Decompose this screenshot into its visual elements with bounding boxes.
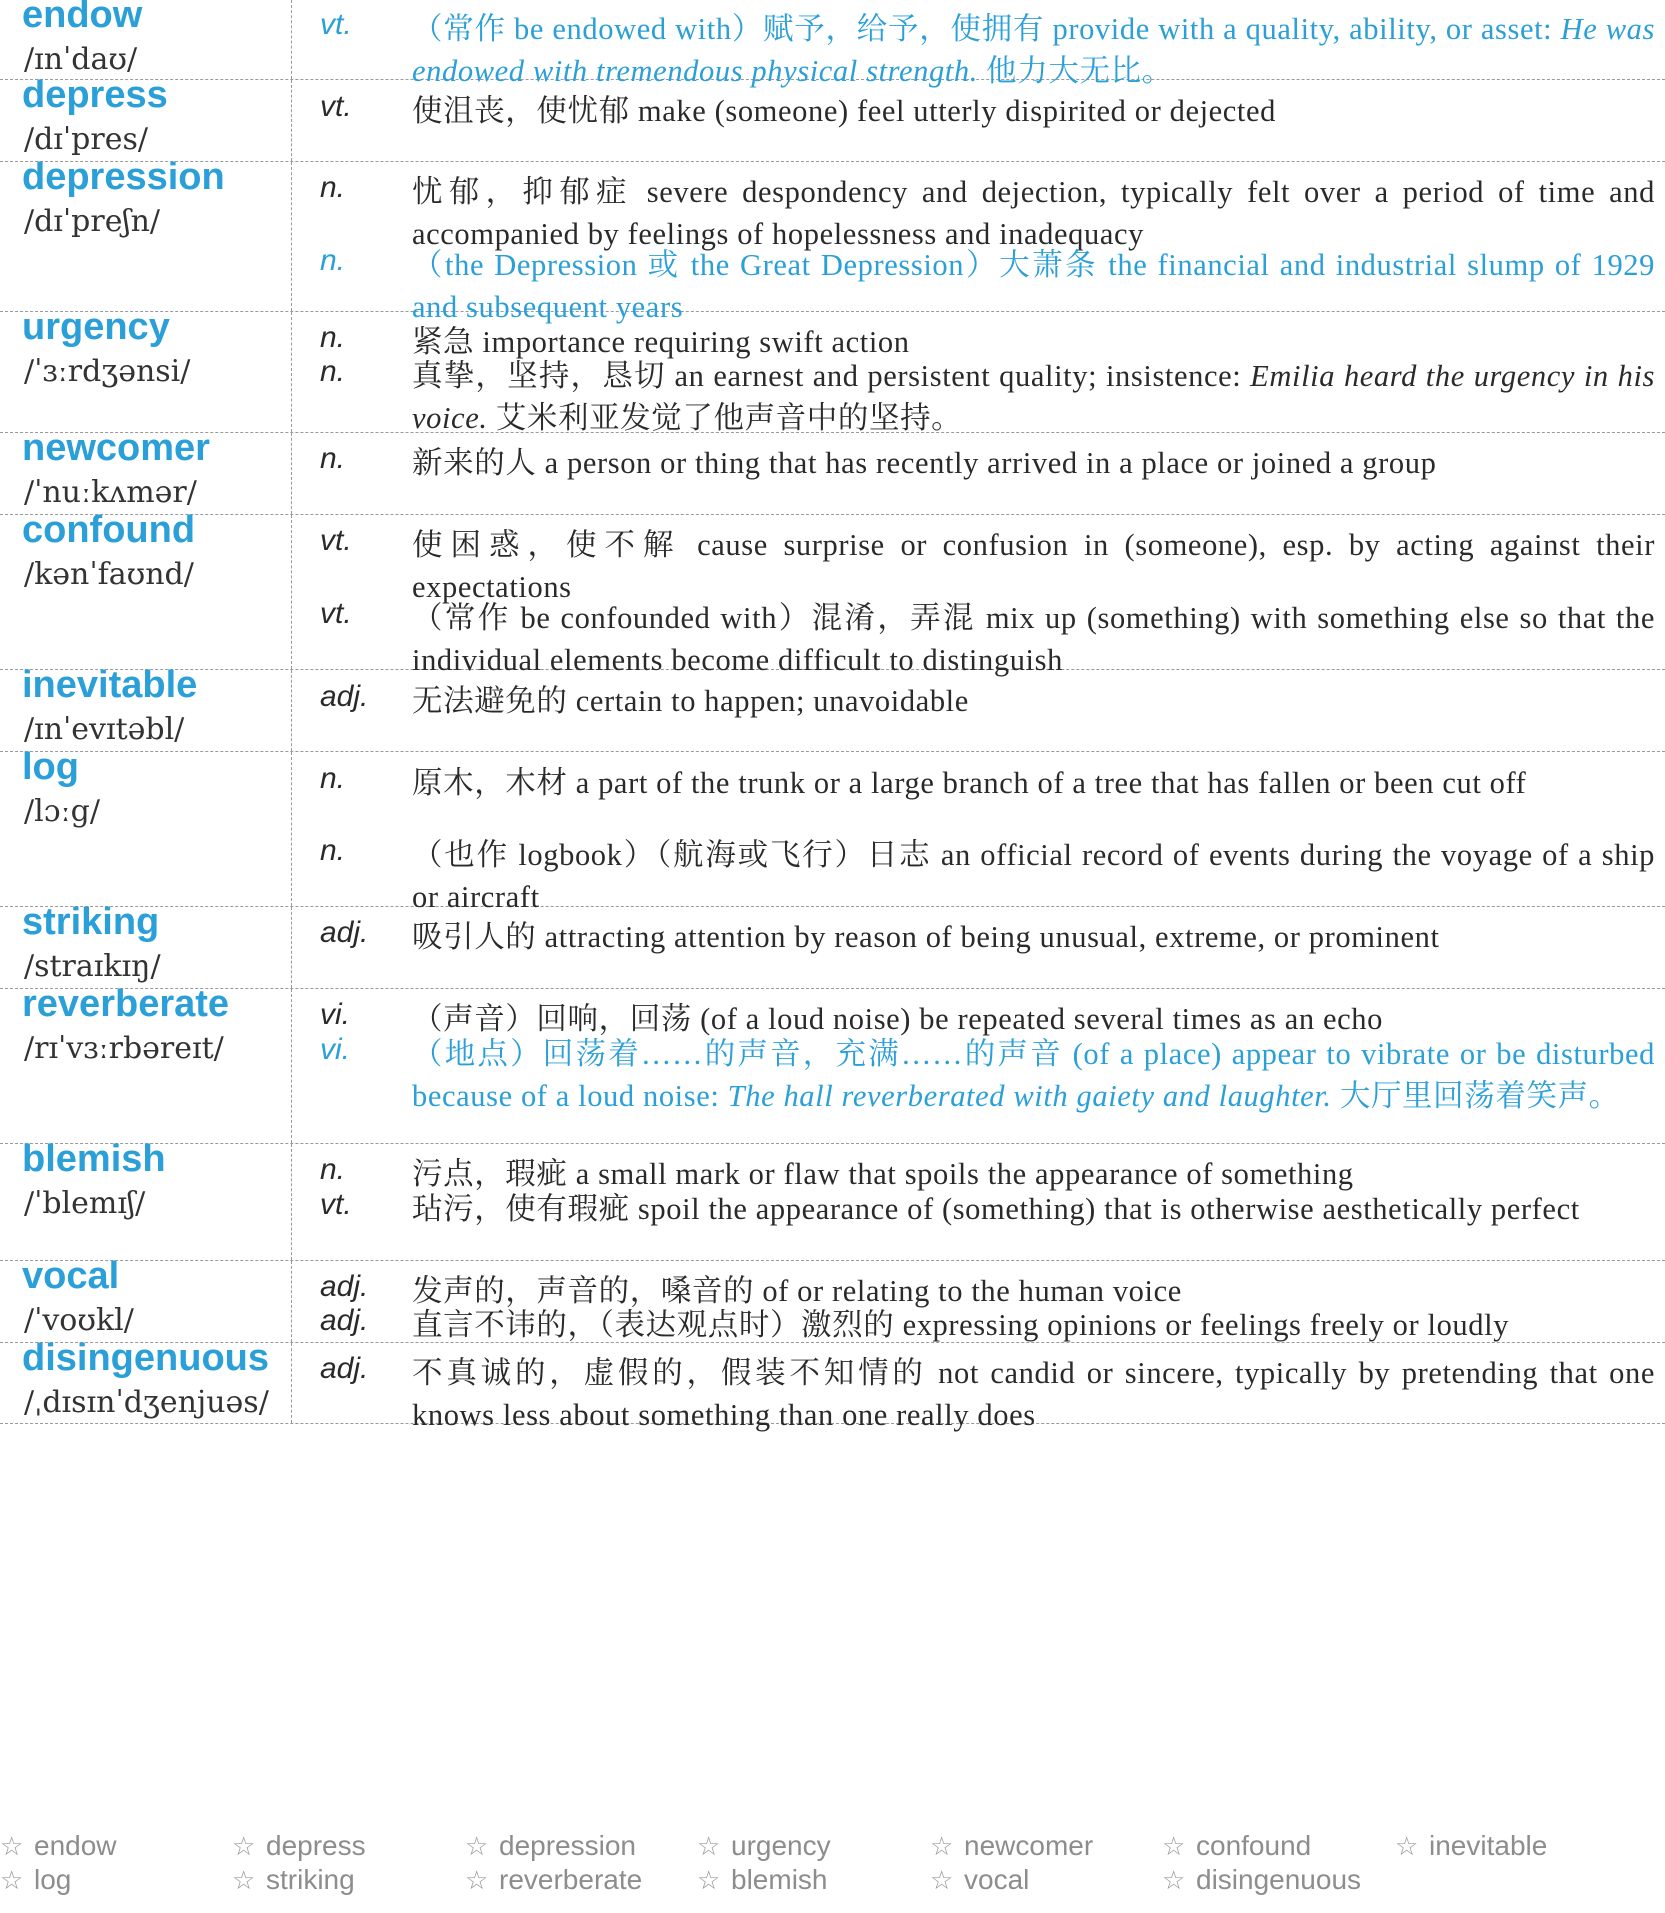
definition — [412, 1188, 1655, 1230]
star-outline-icon: ☆ — [697, 1831, 721, 1861]
wordlist-label: log — [34, 1864, 72, 1895]
star-outline-icon: ☆ — [465, 1831, 489, 1861]
wordlist-item[interactable] — [697, 1864, 917, 1896]
headword: striking — [22, 901, 160, 943]
headword-cell — [0, 1337, 292, 1423]
definition-text: 吸引人的 attracting attention by reason of being unusual, extreme, or prominent — [412, 920, 1440, 954]
phonetic: /dɪˈpreʃn/ — [24, 204, 161, 239]
part-of-speech: vt. — [320, 1188, 352, 1221]
definition-text: 紧急 importance requiring swift action — [412, 325, 910, 359]
definition — [412, 524, 1655, 608]
entry-row — [0, 983, 1665, 1144]
definition — [412, 680, 1655, 722]
phonetic: /rɪˈvɜːrbəreɪt/ — [24, 1031, 224, 1066]
part-of-speech: n. — [320, 762, 346, 795]
star-outline-icon: ☆ — [697, 1865, 721, 1895]
wordlist-label: confound — [1196, 1830, 1312, 1861]
definition-text: （常作 be confounded with）混淆，弄混 mix up (something) with something else so that the individual elements become difficult to distinguish — [412, 601, 1655, 677]
headword-cell — [0, 983, 292, 1143]
definition — [412, 355, 1655, 439]
headword: reverberate — [22, 983, 230, 1025]
part-of-speech: n. — [320, 1153, 346, 1186]
entry-row — [0, 509, 1665, 677]
definition — [412, 1304, 1655, 1346]
headword-cell — [0, 901, 292, 988]
star-outline-icon: ☆ — [0, 1865, 24, 1895]
wordlist-label: disingenuous — [1196, 1864, 1362, 1895]
headword-cell — [0, 156, 292, 311]
part-of-speech: n. — [320, 834, 346, 867]
part-of-speech: adj. — [320, 680, 369, 713]
wordlist-label: newcomer — [964, 1830, 1094, 1861]
phonetic: /ˈɜːrdʒənsi/ — [24, 354, 191, 389]
star-outline-icon: ☆ — [1162, 1831, 1186, 1861]
phonetic: /ˌdɪsɪnˈdʒenjuəs/ — [24, 1385, 269, 1420]
part-of-speech: vt. — [320, 524, 352, 557]
headword: confound — [22, 509, 196, 551]
definition — [412, 916, 1655, 958]
part-of-speech: vt. — [320, 8, 352, 41]
phonetic: /ˈblemɪʃ/ — [24, 1186, 146, 1221]
headword: endow — [22, 0, 143, 36]
definition-text: （声音）回响，回荡 (of a loud noise) be repeated several times as an echo — [412, 1002, 1383, 1036]
wordlist-item[interactable] — [697, 1830, 917, 1862]
wordlist-item[interactable] — [232, 1830, 452, 1862]
example-sentence: Emilia heard the urgency in his voice. — [412, 359, 1655, 435]
definition-text: 发声的，声音的，嗓音的 of or relating to the human voice — [412, 1274, 1182, 1308]
wordlist-label: vocal — [964, 1864, 1030, 1895]
phonetic: /straɪkɪŋ/ — [24, 949, 161, 984]
definition — [412, 1352, 1655, 1436]
definition — [412, 90, 1655, 132]
star-outline-icon: ☆ — [0, 1831, 24, 1861]
headword: depress — [22, 74, 168, 116]
wordlist-item[interactable] — [0, 1830, 220, 1862]
star-outline-icon: ☆ — [1162, 1865, 1186, 1895]
entry-row — [0, 156, 1665, 324]
headword-cell — [0, 664, 292, 751]
definition — [412, 762, 1655, 804]
star-outline-icon: ☆ — [930, 1831, 954, 1861]
part-of-speech: vi. — [320, 1033, 350, 1066]
definition-text: 玷污，使有瑕疵 spoil the appearance of (something) that is otherwise aesthetically perfect — [412, 1192, 1580, 1226]
headword: newcomer — [22, 427, 210, 469]
example-translation: 他力大无比。 — [977, 54, 1173, 88]
definition-text: 真挚，坚持，恳切 an earnest and persistent quality; insistence: — [412, 359, 1251, 393]
wordlist-item[interactable] — [465, 1830, 685, 1862]
example-translation: 大厅里回荡着笑声。 — [1331, 1079, 1620, 1113]
entry-row — [0, 1138, 1665, 1261]
entry-row — [0, 74, 1665, 162]
definition — [412, 834, 1655, 918]
example-sentence: He was endowed with tremendous physical strength. — [412, 12, 1655, 88]
part-of-speech: vi. — [320, 998, 350, 1031]
wordlist-item[interactable] — [465, 1864, 685, 1896]
wordlist-label: depression — [499, 1830, 636, 1861]
headword-cell — [0, 427, 292, 514]
headword-cell — [0, 1138, 292, 1260]
definition — [412, 1033, 1655, 1117]
part-of-speech: vt. — [320, 597, 352, 630]
star-outline-icon: ☆ — [1395, 1831, 1419, 1861]
headword: vocal — [22, 1255, 120, 1297]
star-outline-icon: ☆ — [232, 1865, 256, 1895]
definition-text: （the Depression 或 the Great Depression）大萧条 the financial and industrial slump of 1929 and subsequent years — [412, 248, 1655, 324]
example-translation: 艾米利亚发觉了他声音中的坚持。 — [487, 401, 963, 435]
definition-text: （地点）回荡着……的声音，充满……的声音 (of a place) appear to vibrate or be disturbed because of a loud noise: — [412, 1037, 1655, 1113]
definition-text: 新来的人 a person or thing that has recently arrived in a place or joined a group — [412, 446, 1437, 480]
entry-row — [0, 1337, 1665, 1432]
phonetic: /ɪnˈdaʊ/ — [24, 42, 138, 77]
wordlist-item[interactable] — [1162, 1830, 1382, 1862]
definition — [412, 442, 1655, 484]
phonetic: /kənˈfaʊnd/ — [24, 557, 194, 592]
definition-text: 不真诚的，虚假的，假装不知情的 not candid or sincere, typically by pretending that one knows less about something than one really does — [412, 1356, 1655, 1432]
word-checklist — [0, 1830, 1665, 1910]
phonetic: /ɪnˈevɪtəbl/ — [24, 712, 185, 747]
definition-text: （常作 be endowed with）赋予，给予，使拥有 provide with a quality, ability, or asset: — [412, 12, 1561, 46]
star-outline-icon: ☆ — [232, 1831, 256, 1861]
entry-row — [0, 1255, 1665, 1343]
headword: blemish — [22, 1138, 166, 1180]
headword: log — [22, 746, 79, 788]
headword-cell — [0, 0, 292, 79]
wordlist-item[interactable] — [1395, 1830, 1615, 1862]
wordlist-label: striking — [266, 1864, 355, 1895]
headword: urgency — [22, 306, 170, 348]
entry-row — [0, 306, 1665, 435]
headword-cell — [0, 746, 292, 906]
wordlist-item[interactable] — [930, 1864, 1150, 1896]
star-outline-icon: ☆ — [465, 1865, 489, 1895]
headword-cell — [0, 74, 292, 161]
definition — [412, 171, 1655, 255]
part-of-speech: adj. — [320, 1352, 369, 1385]
part-of-speech: vt. — [320, 90, 352, 123]
headword: inevitable — [22, 664, 198, 706]
wordlist-item[interactable] — [232, 1864, 452, 1896]
wordlist-label: endow — [34, 1830, 117, 1861]
wordlist-label: urgency — [731, 1830, 831, 1861]
phonetic: /ˈvoʊkl/ — [24, 1303, 134, 1338]
part-of-speech: n. — [320, 244, 346, 277]
wordlist-label: depress — [266, 1830, 366, 1861]
wordlist-label: reverberate — [499, 1864, 643, 1895]
definition-text: （也作 logbook）（航海或飞行）日志 an official record of events during the voyage of a ship or aircraft — [412, 838, 1655, 914]
wordlist-item[interactable] — [930, 1830, 1150, 1862]
part-of-speech: adj. — [320, 916, 369, 949]
part-of-speech: n. — [320, 321, 346, 354]
definition-text: 无法避免的 certain to happen; unavoidable — [412, 684, 969, 718]
definition-text: 直言不讳的，（表达观点时）激烈的 expressing opinions or feelings freely or loudly — [412, 1308, 1510, 1342]
wordlist-item[interactable] — [1162, 1864, 1382, 1896]
wordlist-label: blemish — [731, 1864, 828, 1895]
wordlist-label: inevitable — [1429, 1830, 1548, 1861]
entry-row — [0, 664, 1665, 752]
definition — [412, 597, 1655, 681]
wordlist-item[interactable] — [0, 1864, 220, 1896]
headword: depression — [22, 156, 225, 198]
part-of-speech: n. — [320, 442, 346, 475]
headword: disingenuous — [22, 1337, 269, 1379]
definition-text: 使困惑，使不解 cause surprise or confusion in (someone), esp. by acting against their expectations — [412, 528, 1655, 604]
phonetic: /lɔːg/ — [24, 794, 100, 829]
star-outline-icon: ☆ — [930, 1865, 954, 1895]
headword-cell — [0, 509, 292, 669]
entry-row — [0, 427, 1665, 515]
definition-text: 原木，木材 a part of the trunk or a large branch of a tree that has fallen or been cut off — [412, 766, 1527, 800]
part-of-speech: n. — [320, 171, 346, 204]
entry-row — [0, 746, 1665, 914]
part-of-speech: adj. — [320, 1270, 369, 1303]
definition-text: 污点，瑕疵 a small mark or flaw that spoils the appearance of something — [412, 1157, 1354, 1191]
entry-row — [0, 0, 1665, 88]
entry-row — [0, 901, 1665, 989]
part-of-speech: adj. — [320, 1304, 369, 1337]
phonetic: /ˈnuːkʌmər/ — [24, 475, 197, 510]
phonetic: /dɪˈpres/ — [24, 122, 148, 157]
definition-text: 使沮丧，使忧郁 make (someone) feel utterly dispirited or dejected — [412, 94, 1276, 128]
example-sentence: The hall reverberated with gaiety and laughter. — [727, 1079, 1332, 1113]
part-of-speech: n. — [320, 355, 346, 388]
definition-text: 忧郁，抑郁症 severe despondency and dejection, typically felt over a period of time and accompanied by feelings of hopelessness and inadequacy — [412, 175, 1655, 251]
headword-cell — [0, 1255, 292, 1342]
headword-cell — [0, 306, 292, 432]
